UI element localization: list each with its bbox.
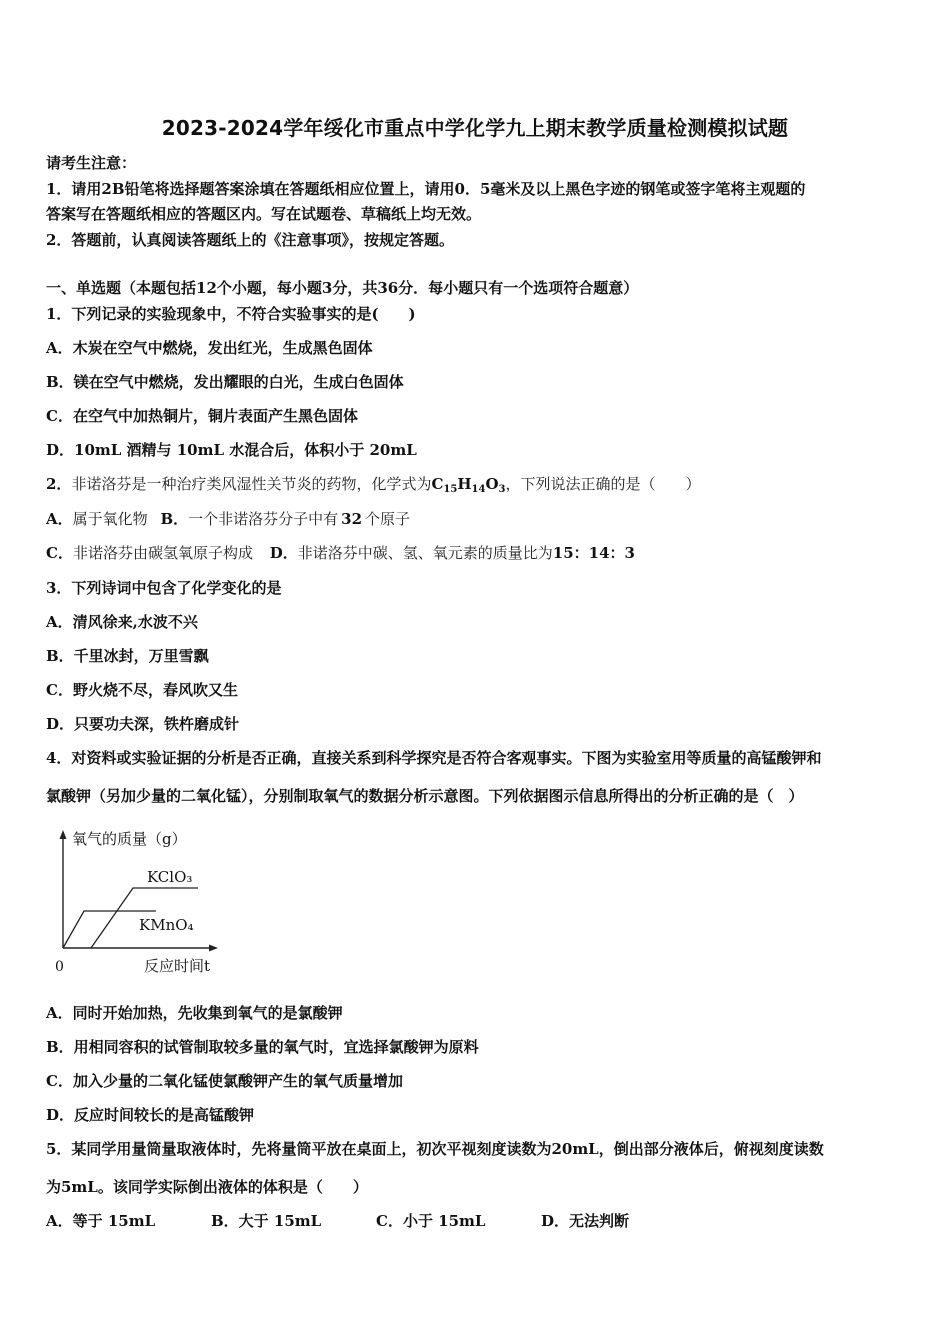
q5-options <box>46 1210 629 1231</box>
q2-stem-post: ，下列说法正确的是（ ） <box>505 475 701 493</box>
q2-options-cd <box>46 542 635 563</box>
notice-item-1-line-1: 1．请用2B铅笔将选择题答案涂填在答题纸相应位置上，请用0．5毫米及以上黑色字迹的钢笔或签字笔将主观题的 <box>46 180 806 198</box>
chart-x-arrow <box>209 945 218 952</box>
q2-option-d-ratio: 15：14：3 <box>552 544 635 562</box>
section-heading: 一、单选题（本题包括12个小题，每小题3分，共36分．每小题只有一个选项符合题意） <box>46 279 639 297</box>
q3-option-b: B．千里冰封，万里雪飘 <box>46 647 209 665</box>
q1-option-b: B．镁在空气中燃烧，发出耀眼的白光，生成白色固体 <box>46 373 404 391</box>
q2-option-b-num: 32 <box>341 510 363 528</box>
chart-legend-kclo3: KClO₃ <box>147 868 193 886</box>
q2-option-b-text-post: 个原子 <box>365 510 411 528</box>
q3-option-a: A．清风徐来,水波不兴 <box>46 613 198 631</box>
q1-option-c: C．在空气中加热铜片，铜片表面产生黑色固体 <box>46 407 358 425</box>
q2-option-a-text: 属于氧化物 <box>72 510 148 528</box>
q5-option-d: D．无法判断 <box>541 1212 630 1230</box>
q3-option-c: C．野火烧不尽，春风吹又生 <box>46 681 238 699</box>
q2-formula: $C_{15}H_{14}O_3$ <box>431 475 506 495</box>
notice-item-1-line-2: 答案写在答题纸相应的答题区内。写在试题卷、草稿纸上均无效。 <box>46 205 482 223</box>
q1-stem: 1．下列记录的实验现象中，不符合实验事实的是( ) <box>46 305 416 323</box>
chart-origin-label: 0 <box>55 959 64 975</box>
q4-stem-line-1: 4．对资料或实验证据的分析是否正确，直接关系到科学探究是否符合客观事实。下图为实验室用等质量的高锰酸钾和 <box>46 749 822 767</box>
q4-option-c: C．加入少量的二氧化锰使氯酸钾产生的氧气质量增加 <box>46 1072 403 1090</box>
q4-option-d: D．反应时间较长的是高锰酸钾 <box>46 1106 255 1124</box>
q2-option-d-label: D． <box>269 544 298 562</box>
q2-option-b-label: B． <box>160 510 189 528</box>
q4-stem-line-2: 氯酸钾（另加少量的二氧化锰），分别制取氧气的数据分析示意图。下列依据图示信息所得出的分析正确的是（ ） <box>46 787 804 805</box>
q3-stem: 3．下列诗词中包含了化学变化的是 <box>46 579 282 597</box>
page-title: 2023-2024学年绥化市重点中学化学九上期末教学质量检测模拟试题 <box>161 116 789 140</box>
chart-legend-kmno4: KMnO₄ <box>139 916 194 934</box>
q2-stem-pre: 非诺洛芬是一种治疗类风湿性关节炎的药物，化学式为 <box>71 475 432 493</box>
oxygen-mass-chart <box>46 822 236 978</box>
q2-option-c-label: C． <box>46 544 73 562</box>
chart-x-label: 反应时间t <box>144 957 211 975</box>
q1-option-a: A．木炭在空气中燃烧，发出红光，生成黑色固体 <box>46 339 373 357</box>
q2-option-a-label: A． <box>46 510 73 528</box>
chart-y-label: 氧气的质量（g） <box>72 830 187 848</box>
q5-option-b: B．大于 15mL <box>211 1212 322 1230</box>
q2-option-d-text-pre: 非诺洛芬中碳、氢、氧元素的质量比为 <box>297 544 553 562</box>
q4-option-a: A．同时开始加热，先收集到氧气的是氯酸钾 <box>46 1004 343 1022</box>
notice-item-2: 2．答题前，认真阅读答题纸上的《注意事项》，按规定答题。 <box>46 231 454 249</box>
q2-number: 2． <box>46 475 72 493</box>
q5-stem-line-1: 5．某同学用量筒量取液体时，先将量筒平放在桌面上，初次平视刻度读数为20mL，倒出部分液体后，俯视刻度读数 <box>46 1140 824 1158</box>
q2-option-c-text: 非诺洛芬由碳氢氧原子构成 <box>72 544 253 562</box>
notice-heading: 请考生注意： <box>46 154 137 172</box>
q1-option-d: D．10mL 酒精与 10mL 水混合后，体积小于 20mL <box>46 441 417 459</box>
q2-options-ab <box>46 508 410 529</box>
q2-option-b-text-pre: 一个非诺洛芬分子中有 <box>188 510 339 528</box>
q4-option-b: B．用相同容积的试管制取较多量的氧气时，宜选择氯酸钾为原料 <box>46 1038 479 1056</box>
q2-stem <box>46 473 701 495</box>
q5-option-a: A．等于 15mL <box>46 1212 156 1230</box>
q5-option-c: C．小于 15mL <box>376 1212 486 1230</box>
chart-y-arrow <box>60 830 67 839</box>
q3-option-d: D．只要功夫深，铁杵磨成针 <box>46 715 240 733</box>
q5-stem-line-2: 为5mL。该同学实际倒出液体的体积是（ ） <box>46 1178 368 1196</box>
